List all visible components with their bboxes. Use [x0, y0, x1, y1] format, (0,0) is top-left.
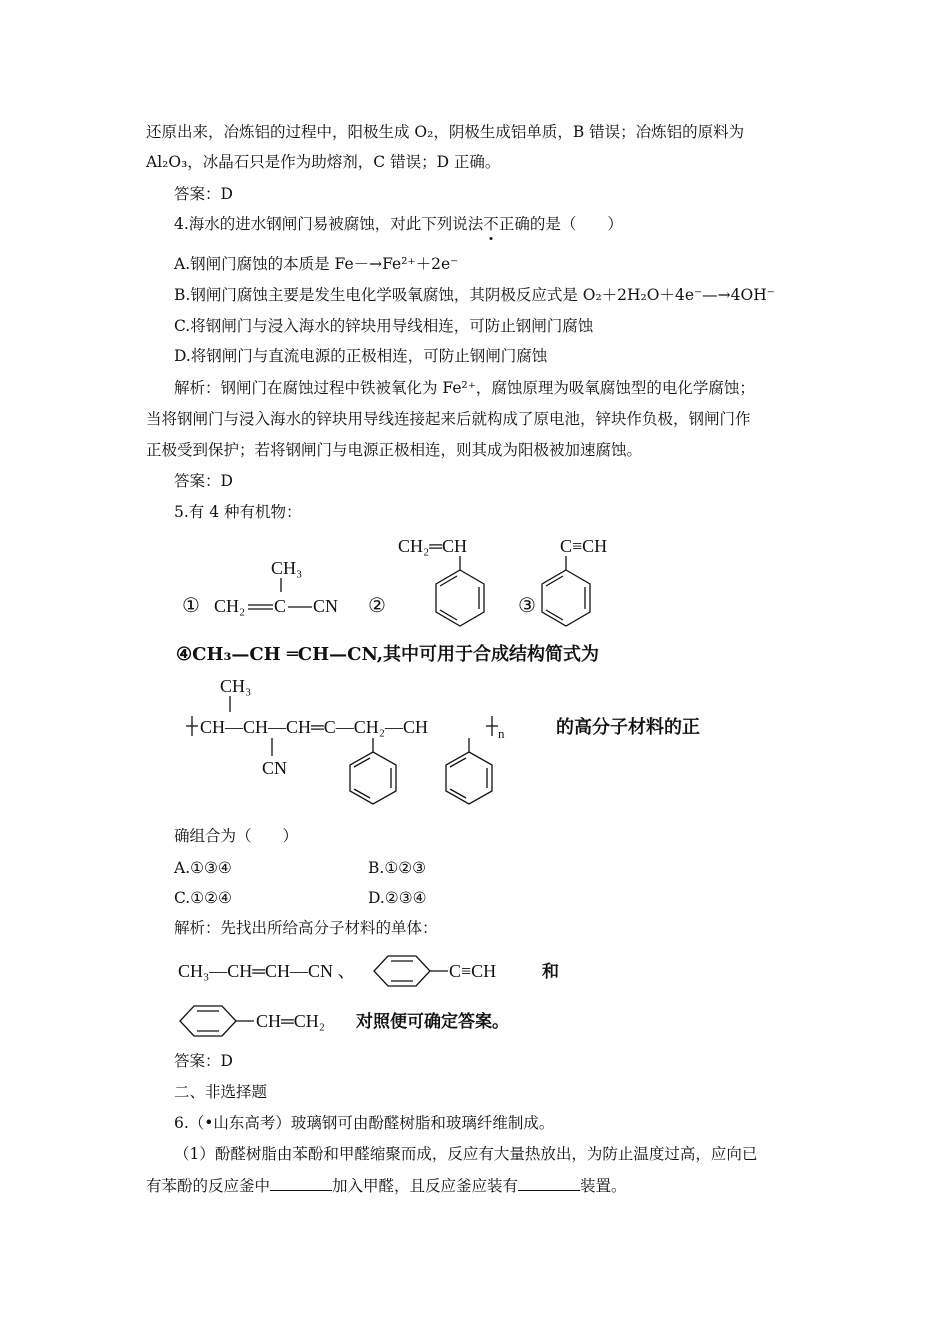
question-6-part-1-cont	[146, 1174, 627, 1197]
question-6: 6.（•山东高考）玻璃钢可由酚醛树脂和玻璃纤维制成。	[174, 1114, 555, 1132]
benzene-ring-m1	[374, 956, 430, 986]
question-5-tail: 确组合为（ ）	[174, 827, 299, 845]
option-a: A.①③④	[174, 859, 232, 877]
structure-4-line: ④CH₃—CH ═CH—CN,其中可用于合成结构简式为	[176, 644, 600, 665]
benzene-ring-poly-2	[446, 752, 492, 804]
analysis-line: 解析：钢闸门在腐蚀过程中铁被氧化为 Fe²⁺，腐蚀原理为吸氧腐蚀型的电化学腐蚀；	[174, 379, 755, 397]
question-5: 5.有 4 种有机物：	[174, 503, 302, 521]
emphasis-mark	[483, 215, 499, 233]
option-d: D.②③④	[368, 889, 427, 907]
benzene-ring-m2	[180, 1006, 236, 1036]
s1-ch3: CH₃	[271, 558, 303, 578]
s2-vinyl: CH₂═CH	[398, 536, 468, 556]
poly-tail: 的高分子材料的正	[556, 717, 700, 738]
fill-blank-2[interactable]	[518, 1174, 580, 1191]
monomer-1: CH₃—CH═CH—CN 、	[178, 961, 356, 981]
section-heading: 二、非选择题	[174, 1083, 268, 1101]
s1-ch2: CH₂	[214, 596, 246, 616]
answer-line: 答案：D	[174, 185, 233, 203]
text-line: Al₂O₃，冰晶石只是作为助熔剂，C 错误；D 正确。	[146, 153, 501, 171]
label-3: ③	[518, 593, 536, 617]
benzene-ring-poly-1	[350, 752, 396, 804]
s1-c: C	[274, 596, 287, 616]
text-segment: 装置。	[580, 1177, 627, 1195]
option-a: A.钢闸门腐蚀的本质是 Fe－→Fe²⁺＋2e⁻	[174, 255, 459, 273]
monomer-note: 对照便可确定答案。	[356, 1012, 509, 1032]
structures-1-2-3	[170, 528, 670, 640]
option-c: C.将钢闸门与浸入海水的锌块用导线相连，可防止钢闸门腐蚀	[174, 317, 594, 335]
text-segment: 加入甲醛，且反应釜应装有	[332, 1177, 519, 1195]
text-line: 还原出来，冶炼铝的过程中，阳极生成 O₂，阴极生成铝单质，B 错误；冶炼铝的原料为	[146, 123, 745, 141]
analysis-line: 正极受到保护；若将钢闸门与电源正极相连，则其成为阳极被加速腐蚀。	[146, 441, 643, 459]
monomers-structure	[176, 944, 776, 1044]
s1-cn: CN	[313, 596, 339, 616]
label-1: ①	[182, 593, 200, 617]
poly-cn: CN	[262, 758, 288, 778]
option-b: B.①②③	[368, 859, 427, 877]
question-6-part-1: （1）酚醛树脂由苯酚和甲醛缩聚而成，反应有大量热放出，为防止温度过高，应向已	[174, 1145, 758, 1163]
analysis-line: 解析：先找出所给高分子材料的单体：	[174, 919, 438, 937]
poly-n: n	[498, 726, 505, 741]
benzene-ring-2	[436, 570, 484, 626]
poly-ch3: CH₃	[220, 676, 252, 696]
option-d: D.将钢闸门与直流电源的正极相连，可防止钢闸门腐蚀	[174, 347, 548, 365]
monomer-3-tail: CH═CH₂	[256, 1011, 326, 1031]
and-text: 和	[542, 962, 559, 982]
polymer-structure	[176, 670, 736, 820]
text-segment: 有苯酚的反应釜中	[146, 1177, 271, 1195]
s3-ethynyl: C≡CH	[560, 536, 608, 556]
label-2: ②	[368, 593, 386, 617]
question-4-text: 4.海水的进水钢闸门易被腐蚀，对此下列说法	[174, 215, 484, 233]
poly-chain: CH—CH—CH═C—CH₂—CH	[200, 717, 429, 737]
emphasis-char: 不	[483, 215, 499, 233]
analysis-line: 当将钢闸门与浸入海水的锌块用导线连接起来后就构成了原电池，锌块作负极，钢闸门作	[146, 410, 751, 428]
answer-line: 答案：D	[174, 472, 233, 490]
option-c: C.①②④	[174, 889, 232, 907]
option-b: B.钢闸门腐蚀主要是发生电化学吸氧腐蚀，其阴极反应式是 O₂＋2H₂O＋4e⁻—→4OH⁻	[174, 286, 775, 304]
fill-blank-1[interactable]	[270, 1174, 332, 1191]
emphasis-dot	[490, 237, 493, 240]
question-4	[174, 213, 623, 235]
question-4-tail: 正确的是（ ）	[498, 215, 623, 233]
monomer-2-tail: C≡CH	[449, 961, 497, 981]
answer-line: 答案：D	[174, 1052, 233, 1070]
benzene-ring-3	[542, 570, 590, 626]
